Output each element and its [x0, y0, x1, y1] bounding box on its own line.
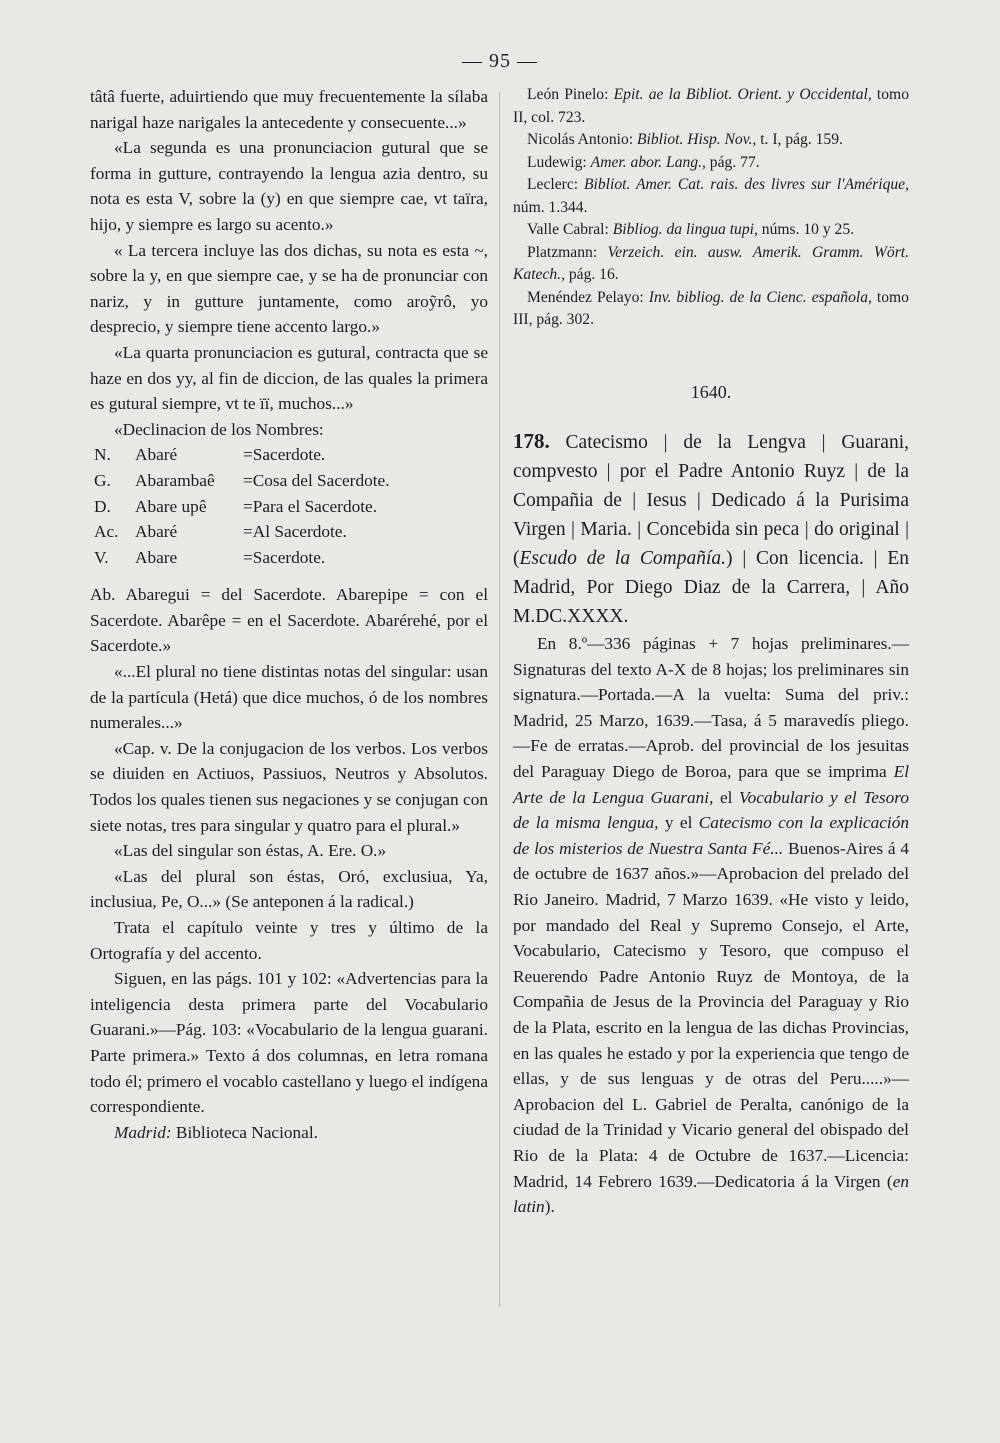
reference-location: t. I, pág. 159.	[756, 131, 843, 148]
reference-item	[513, 84, 909, 129]
catalog-entry-title	[513, 427, 909, 631]
reference-author: Menéndez Pelayo:	[527, 288, 649, 306]
reference-title: Epit. ae la Bibliot. Orient. y Occidental,	[613, 86, 872, 103]
declension-meaning: =Sacerdote.	[243, 547, 326, 567]
catalog-entry-description	[513, 631, 909, 1220]
paragraph: Trata el capítulo veinte y tres y último de la Ortografía y del accento.	[90, 918, 488, 963]
declension-case: N.	[94, 445, 111, 465]
reference-location: tomo II, col. 723.	[513, 86, 909, 126]
reference-author: Leclerc:	[527, 176, 584, 193]
reference-location: pág. 16.	[564, 266, 619, 283]
declension-row	[90, 468, 488, 494]
reference-item	[513, 242, 909, 287]
paragraph: tâtâ fuerte, aduirtiendo que muy frecuentemente la sílaba narigal haze narigales la antecedente y consecuente...»	[90, 87, 488, 132]
description-text: Buenos-Aires á 4 de octubre de 1637 años.»—Aprobacion del prelado del Rio Janeiro. Madrid, 7 Marzo 1639. «He visto y leido, por mandado del Real y Supremo Consejo, el Arte, Vocabulario, Catecismo y Tesoro, que compuso el Reuerendo Padre Antonio Ruyz de Montoya, de la Compañia de Jesus de la Provincia del Paraguay y Rio de la Plata, escrito en la lengua de las dichas Provincias, en las quales he estado y por la experiencia que tengo de ellas, y de sus lenguas y de otras del Peru.....»—Aprobacion del L. Gabriel de Peralta, canónigo de la ciudad de la Trinidad y Vicario general del obispado del Rio de la Plata: 4 de Octubre de 1637.—Licencia: Madrid, 14 Febrero 1639.—Dedicatoria á la Virgen (	[513, 838, 909, 1191]
reference-location: tomo III, pág. 302.	[513, 288, 909, 328]
declension-case: D.	[94, 496, 111, 516]
declension-noun: Abaré	[135, 445, 178, 465]
reference-title: Bibliog. da lingua tupi,	[612, 221, 758, 238]
description-italic: Vocabulario y el Tesoro de la misma lengua,	[513, 787, 909, 833]
paragraph: Ab. Abaregui = del Sacerdote. Abarepipe = con el Sacerdote. Abarêpe = en el Sacerdote. Abarérehé, por el Sacerdote.»	[90, 585, 488, 656]
declension-row	[90, 442, 488, 468]
declension-case: Ac.	[94, 522, 119, 542]
right-column	[513, 84, 909, 1220]
paragraph: Siguen, en las págs. 101 y 102: «Advertencias para la inteligencia desta primera parte del Vocabulario Guarani.»—Pág. 103: «Vocabulario de la lengua guarani. Parte primera.» Texto á dos columnas, en letra romana todo él; primero el vocablo castellano y luego el indígena correspondiente.	[90, 969, 488, 1117]
entry-title-italic: Escudo de la Compañía.	[519, 548, 727, 570]
column-divider	[499, 92, 500, 1307]
reference-author: Platzmann:	[527, 243, 608, 261]
reference-item	[513, 129, 909, 152]
declension-noun: Abarambaê	[135, 470, 215, 490]
reference-title: Amer. abor. Lang.,	[590, 153, 706, 171]
declension-table	[90, 442, 488, 570]
reference-item	[513, 174, 909, 219]
declension-meaning: =Sacerdote.	[243, 445, 326, 465]
paragraph: «La segunda es una pronunciacion gutural que se forma in gutture, contrayendo la lengua azia dentro, su nota es esta V, sobre la (y) en que siempre cae, vt taïra, hijo, y siempre es largo su acento.»	[90, 138, 488, 234]
paragraph: «Las del plural son éstas, Oró, exclusiua, Ya, inclusiua, Pe, O...» (Se anteponen á la radical.)	[90, 866, 488, 912]
description-italic: en latin	[513, 1171, 909, 1217]
entry-title-year: M.DC.XXXX.	[513, 606, 629, 628]
reference-item	[513, 219, 909, 242]
description-text: ).	[544, 1197, 555, 1217]
reference-location: núm. 1.344.	[513, 198, 588, 216]
reference-title: Bibliot. Amer. Cat. rais. des livres sur l'Amérique,	[584, 176, 910, 193]
declension-meaning: =Para el Sacerdote.	[243, 496, 378, 516]
location-library: Biblioteca Nacional.	[171, 1122, 318, 1142]
reference-location: pág. 77.	[705, 153, 760, 171]
reference-author: León Pinelo:	[527, 86, 614, 103]
reference-item	[513, 287, 909, 332]
entry-title-text: Catecismo | de la Lengva | Guarani, compvesto | por el Padre Antonio Ruyz | de la Compañia de | Iesus | Dedicado á la Purisima Virgen | Maria. | Concebida sin peca | do original | (	[513, 432, 909, 570]
declension-row	[90, 519, 488, 545]
declension-case: V.	[94, 547, 109, 567]
paragraph: «Declinacion de los Nombres:	[114, 419, 324, 439]
declension-meaning: =Cosa del Sacerdote.	[243, 470, 390, 490]
reference-location: núms. 10 y 25.	[757, 221, 855, 238]
description-text: En 8.º—336 páginas + 7 hojas preliminares.—Signaturas del texto A-X de 8 hojas; los preliminares sin signatura.—Portada.—A la vuelta: Suma del priv.: Madrid, 25 Marzo, 1639.—Tasa, á 5 maravedís pliego.—Fe de erratas.—Aprob. del provincial de los jesuitas del Paraguay Diego de Boroa, para que se imprima	[513, 634, 909, 782]
paragraph: «...El plural no tiene distintas notas del singular: usan de la partícula (Hetá) que dice muchos, ó de los nombres numerales...»	[90, 662, 488, 733]
reference-title: Verzeich. ein. ausw. Amerik. Gramm. Wört. Katech.,	[513, 243, 910, 283]
library-location	[90, 1120, 488, 1146]
entry-number: 178.	[513, 429, 550, 454]
declension-row	[90, 494, 488, 520]
description-text: y el	[658, 813, 699, 833]
declension-noun: Abare	[135, 547, 178, 567]
bibliographic-references	[513, 84, 909, 332]
reference-author: Valle Cabral:	[527, 221, 613, 238]
reference-title: Inv. bibliog. de la Cienc. española,	[648, 288, 872, 306]
description-text: el	[713, 787, 739, 807]
reference-item	[513, 152, 909, 175]
declension-meaning: =Al Sacerdote.	[243, 522, 347, 542]
year-heading: 1640.	[690, 381, 732, 402]
paragraph: «Cap. v. De la conjugacion de los verbos. Los verbos se diuiden en Actiuos, Passiuos, Neutros y Absolutos. Todos los quales tienen sus negaciones y se conjugan con siete notas, tres para singular y quatro para el plural.»	[90, 738, 488, 835]
reference-title: Bibliot. Hisp. Nov.,	[637, 131, 757, 148]
paragraph: «Las del singular son éstas, A. Ere. O.»	[114, 841, 387, 861]
description-italic: El Arte de la Lengua Guarani,	[513, 762, 909, 807]
reference-author: Nicolás Antonio:	[527, 131, 638, 148]
reference-author: Ludewig:	[527, 153, 591, 171]
declension-row	[90, 545, 488, 571]
declension-noun: Abaré	[135, 522, 178, 542]
paragraph: « La tercera incluye las dos dichas, su nota es esta ~, sobre la y, en que siempre cae, y se ha de pronunciar con nariz, y in gutture juntamente, como aroỹrô, yo desprecio, y siempre tiene accento largo.»	[90, 240, 488, 337]
paragraph: «La quarta pronunciacion es gutural, contracta que se haze en dos yy, al fin de diccion, de las quales la primera es gutural siempre, vt te ïï, muchos...»	[90, 342, 488, 414]
entry-title-text: ) | Con licencia. | En Madrid, Por Diego Diaz de la Carrera, | Año	[513, 548, 910, 599]
declension-noun: Abare upê	[135, 496, 207, 516]
location-city: Madrid:	[114, 1122, 172, 1142]
declension-case: G.	[94, 470, 111, 490]
left-column	[90, 84, 488, 1145]
description-italic: Catecismo con la explicación de los misterios de Nuestra Santa Fé...	[513, 813, 909, 858]
page-number: — 95 —	[462, 50, 538, 72]
